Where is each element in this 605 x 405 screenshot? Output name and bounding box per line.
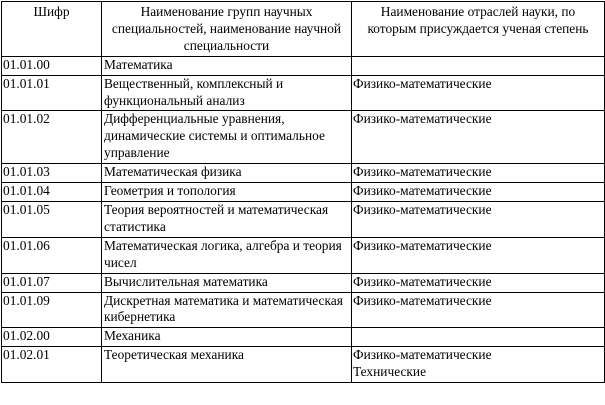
name-cell: Теория вероятностей и математическая статистика (102, 201, 352, 237)
code-cell: 01.01.07 (2, 273, 102, 292)
table-row (2, 56, 605, 75)
name-cell: Дифференциальные уравнения, динамические системы и оптимальное управление (102, 111, 352, 164)
branch-cell (352, 328, 605, 347)
code-cell: 01.01.09 (2, 292, 102, 328)
table-row (2, 201, 605, 237)
branch-cell (352, 347, 605, 383)
name-cell: Теоретическая механика (102, 347, 352, 383)
table-header-row (2, 2, 605, 57)
name-cell: Математическая физика (102, 164, 352, 183)
table-row (2, 164, 605, 183)
code-cell: 01.01.05 (2, 201, 102, 237)
name-cell: Механика (102, 328, 352, 347)
code-cell: 01.02.00 (2, 328, 102, 347)
name-cell: Дискретная математика и математическая кибернетика (102, 292, 352, 328)
table-row (2, 111, 605, 164)
branch-cell (352, 273, 605, 292)
column-header-branch: Наименование отраслей науки, по которым присуждается ученая степень (352, 2, 605, 57)
branch-text: Технические (353, 364, 427, 380)
branch-cell (352, 111, 605, 164)
table-row (2, 347, 605, 383)
code-cell: 01.01.06 (2, 237, 102, 273)
specialties-table (1, 1, 605, 383)
branch-cell (352, 56, 605, 75)
table-row (2, 75, 605, 111)
table-row (2, 183, 605, 202)
table-row (2, 273, 605, 292)
table-row (2, 292, 605, 328)
name-cell: Математическая логика, алгебра и теория чисел (102, 237, 352, 273)
branch-text: Физико-математические (353, 183, 492, 199)
code-cell: 01.02.01 (2, 347, 102, 383)
name-cell: Вещественный, комплексный и функциональный анализ (102, 75, 352, 111)
code-cell: 01.01.02 (2, 111, 102, 164)
name-cell: Геометрия и топология (102, 183, 352, 202)
name-cell: Вычислительная математика (102, 273, 352, 292)
branch-text: Физико-математические (353, 237, 492, 253)
column-header-name: Наименование групп научных специальностей, наименование научной специальности (102, 2, 352, 57)
name-cell: Математика (102, 56, 352, 75)
code-cell: 01.01.01 (2, 75, 102, 111)
code-cell: 01.01.03 (2, 164, 102, 183)
branch-cell (352, 75, 605, 111)
branch-cell (352, 201, 605, 237)
branch-text: Физико-математические (353, 201, 492, 217)
branch-text: Физико-математические (353, 273, 492, 289)
branch-cell (352, 292, 605, 328)
branch-text: Физико-математические (353, 75, 492, 91)
branch-text: Физико-математические (353, 111, 492, 127)
branch-cell (352, 164, 605, 183)
code-cell: 01.01.00 (2, 56, 102, 75)
table-row (2, 328, 605, 347)
branch-text: Физико-математические (353, 164, 492, 180)
branch-cell (352, 237, 605, 273)
branch-text: Физико-математические (353, 292, 492, 308)
branch-cell (352, 183, 605, 202)
code-cell: 01.01.04 (2, 183, 102, 202)
column-header-code: Шифр (2, 2, 102, 57)
branch-text: Физико-математические (353, 347, 492, 363)
table-row (2, 237, 605, 273)
